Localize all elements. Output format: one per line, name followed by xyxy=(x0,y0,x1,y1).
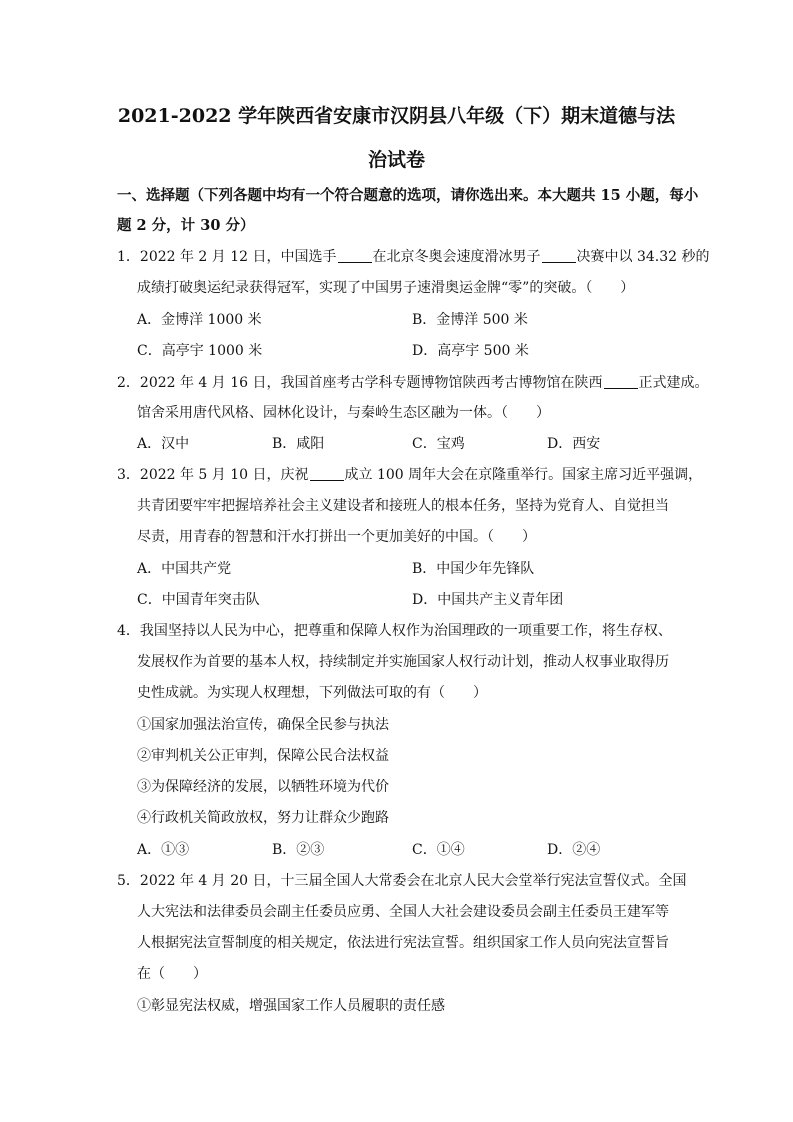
q1-option-d: D．高亭宇 500 米 xyxy=(412,343,529,359)
section-heading-line-1: 一、选择题（下列各题中均有一个符合题意的选项，请你选出来。本大题共 15 小题，每小 xyxy=(117,187,699,204)
question-2-line-1: 2．2022 年 4 月 16 日，我国首座考古学科专题博物馆陕西考古博物馆在陕西 正式建成。 xyxy=(117,375,709,391)
answer-blank xyxy=(310,466,344,481)
q3-option-a: A．中国共产党 xyxy=(137,561,232,577)
q1-option-a: A．金博洋 1000 米 xyxy=(137,312,262,328)
question-3-line-1: 3．2022 年 5 月 10 日，庆祝 成立 100 周年大会在京隆重举行。国家主席习近平强调， xyxy=(117,467,703,483)
q4-statement-3: ③为保障经济的发展，以牺牲环境为代价 xyxy=(137,779,389,795)
q2-option-c: C．宝鸡 xyxy=(412,436,465,452)
q5-statement-1: ①彰显宪法权威，增强国家工作人员履职的责任感 xyxy=(137,998,445,1014)
q4-option-a: A．①③ xyxy=(137,842,190,858)
question-5-line-3: 人根据宪法宣誓制度的相关规定，依法进行宪法宣誓。组织国家工作人员向宪法宣誓旨 xyxy=(137,935,669,951)
q2-option-a: A．汉中 xyxy=(137,436,190,452)
question-4-line-2: 发展权作为首要的基本人权，持续制定并实施国家人权行动计划，推动人权事业取得历 xyxy=(137,654,669,670)
exam-title-line-2: 治试卷 xyxy=(367,149,425,171)
q1-option-c: C．高亭宇 1000 米 xyxy=(137,343,263,359)
q4-option-b: B．②③ xyxy=(272,842,325,858)
question-1-line-2: 成绩打破奥运纪录获得冠军，实现了中国男子速滑奥运金牌“零”的突破。（ ） xyxy=(137,280,635,296)
q4-statement-2: ②审判机关公正审判，保障公民合法权益 xyxy=(137,748,389,764)
question-3-line-3: 尽责，用青春的智慧和汗水打拼出一个更加美好的中国。（ ） xyxy=(137,529,536,545)
answer-blank xyxy=(604,374,638,389)
question-2-line-2: 馆舍采用唐代风格、园林化设计，与秦岭生态区融为一体。（ ） xyxy=(137,405,550,421)
q4-statement-1: ①国家加强法治宣传，确保全民参与执法 xyxy=(137,717,389,733)
q3-option-d: D．中国共产主义青年团 xyxy=(412,592,564,608)
q3-option-c: C．中国青年突击队 xyxy=(137,592,260,608)
section-heading-line-2: 题 2 分，计 30 分） xyxy=(117,217,255,234)
question-5-line-1: 5．2022 年 4 月 20 日，十三届全国人大常委会在北京人民大会堂举行宪法宣誓仪式。全国 xyxy=(117,873,687,889)
answer-blank xyxy=(338,248,372,263)
q1-option-b: B．金博洋 500 米 xyxy=(412,312,528,328)
answer-blank xyxy=(542,248,576,263)
question-5-line-2: 人大宪法和法律委员会副主任委员应勇、全国人大社会建设委员会副主任委员王建军等 xyxy=(137,904,669,920)
question-1-line-1: 1．2022 年 2 月 12 日，中国选手 在北京冬奥会速度滑冰男子 决赛中以 34.32 秒的 xyxy=(117,249,710,265)
exam-title-line-1: 2021-2022 学年陕西省安康市汉阴县八年级（下）期末道德与法 xyxy=(117,105,676,127)
question-5-line-4: 在（ ） xyxy=(137,966,207,982)
q4-option-d: D．②④ xyxy=(547,842,601,858)
question-3-line-2: 共青团要牢牢把握培养社会主义建设者和接班人的根本任务，坚持为党育人、自觉担当 xyxy=(137,498,669,514)
question-4-line-1: 4．我国坚持以人民为中心，把尊重和保障人权作为治国理政的一项重要工作，将生存权、 xyxy=(117,623,672,639)
q2-option-d: D．西安 xyxy=(547,436,601,452)
q3-option-b: B．中国少年先锋队 xyxy=(412,561,535,577)
q4-statement-4: ④行政机关简政放权，努力让群众少跑路 xyxy=(137,810,389,826)
q4-option-c: C．①④ xyxy=(412,842,465,858)
q2-option-b: B．咸阳 xyxy=(272,436,325,452)
question-4-line-3: 史性成就。为实现人权理想，下列做法可取的有（ ） xyxy=(137,685,487,701)
